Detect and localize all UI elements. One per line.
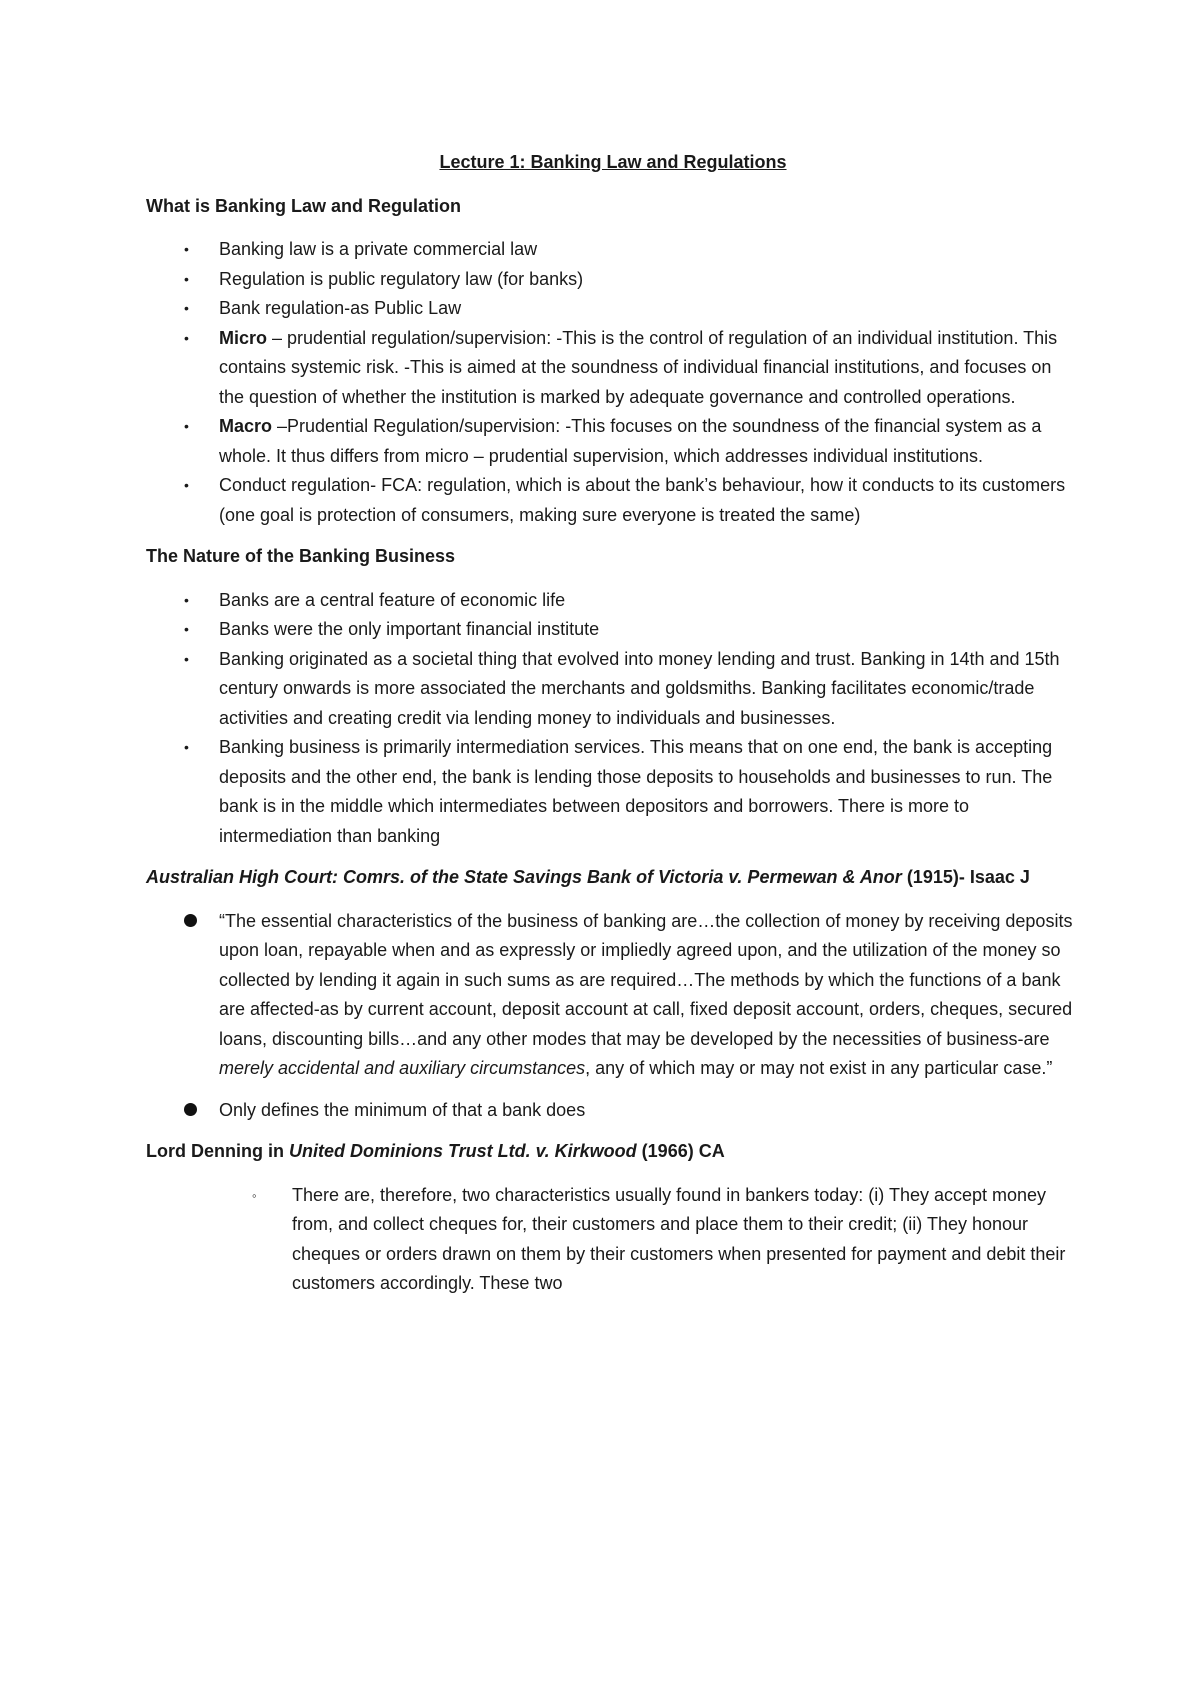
- section-heading-permewan-case: Australian High Court: Comrs. of the State Savings Bank of Victoria v. Permewan & Anor (1915)- Isaac J: [146, 867, 1030, 887]
- bullet-icon: •: [184, 621, 189, 637]
- bullet-icon: •: [184, 650, 189, 667]
- permewan-list: [146, 907, 1080, 1126]
- bullet-icon: •: [184, 241, 189, 257]
- list-item: • Bank regulation-as Public Law: [146, 294, 1080, 324]
- list-item: • Banking originated as a societal thing that evolved into money lending and trust. Banking in 14th and 15th century onwards is more associated the merchants and goldsmiths. Banking facilitates economic/trade activities and creating credit via lending money to individuals and businesses.: [146, 645, 1080, 734]
- list-item: • Banks were the only important financial institute: [146, 615, 1080, 645]
- list-item: • Banking law is a private commercial law: [146, 235, 1080, 265]
- bullet-icon: •: [184, 270, 189, 287]
- bullet-icon: •: [184, 418, 189, 434]
- filled-bullet-icon: [184, 914, 197, 927]
- list-item: • Conduct regulation- FCA: regulation, which is about the bank’s behaviour, how it conducts to its customers (one goal is protection of consumers, making sure everyone is treated the same): [146, 471, 1080, 530]
- section-heading-kirkwood-case: Lord Denning in United Dominions Trust Ltd. v. Kirkwood (1966) CA: [146, 1141, 725, 1161]
- hollow-bullet-icon: ◦: [252, 1187, 257, 1203]
- banking-law-list: [146, 235, 1080, 530]
- bullet-icon: •: [184, 477, 189, 493]
- bullet-icon: •: [184, 300, 189, 316]
- page-title: Lecture 1: Banking Law and Regulations: [439, 152, 787, 172]
- list-item: ◦ There are, therefore, two characteristics usually found in bankers today: (i) They accept money from, and collect cheques for, their customers and place them to their credit; (ii) They honour cheques or orders drawn on them by their customers when presented for payment and debit their customers accordingly. These two: [146, 1181, 1080, 1299]
- kirkwood-list: [146, 1181, 1080, 1299]
- section-heading-banking-law: What is Banking Law and Regulation: [146, 195, 462, 216]
- bullet-icon: •: [184, 329, 189, 346]
- list-item: “The essential characteristics of the business of banking are…the collection of money by receiving deposits upon loan, repayable when and as expressly or impliedly agreed upon, and the utilization of the money so collected by lending it again in such sums as are required…The methods by which the functions of a bank are affected-as by current account, deposit account at call, fixed deposit account, orders, cheques, secured loans, discounting bills…and any other modes that may be developed by the necessities of business-are merely accidental and auxiliary circumstances, any of which may or may not exist in any particular case.”: [146, 907, 1080, 1084]
- bullet-icon: •: [184, 739, 189, 755]
- list-item: • Micro – prudential regulation/supervision: -This is the control of regulation of an individual institution. This contains systemic risk. -This is aimed at the soundness of individual financial institutions, and focuses on the question of whether the institution is marked by adequate governance and controlled operations.: [146, 324, 1080, 413]
- bullet-icon: •: [184, 591, 189, 608]
- list-item: • Banks are a central feature of economic life: [146, 586, 1080, 616]
- list-item: • Banking business is primarily intermediation services. This means that on one end, the bank is accepting deposits and the other end, the bank is lending those deposits to households and businesses to run. The bank is in the middle which intermediates between depositors and borrowers. There is more to intermediation than banking: [146, 733, 1080, 851]
- banking-business-list: [146, 586, 1080, 852]
- filled-bullet-icon: [184, 1103, 197, 1116]
- section-heading-banking-business: The Nature of the Banking Business: [146, 546, 456, 566]
- list-item: • Macro –Prudential Regulation/supervision: -This focuses on the soundness of the financial system as a whole. It thus differs from micro – prudential supervision, which addresses individual institutions.: [146, 412, 1080, 471]
- list-item: Only defines the minimum of that a bank does: [146, 1096, 1080, 1126]
- list-item: • Regulation is public regulatory law (for banks): [146, 265, 1080, 295]
